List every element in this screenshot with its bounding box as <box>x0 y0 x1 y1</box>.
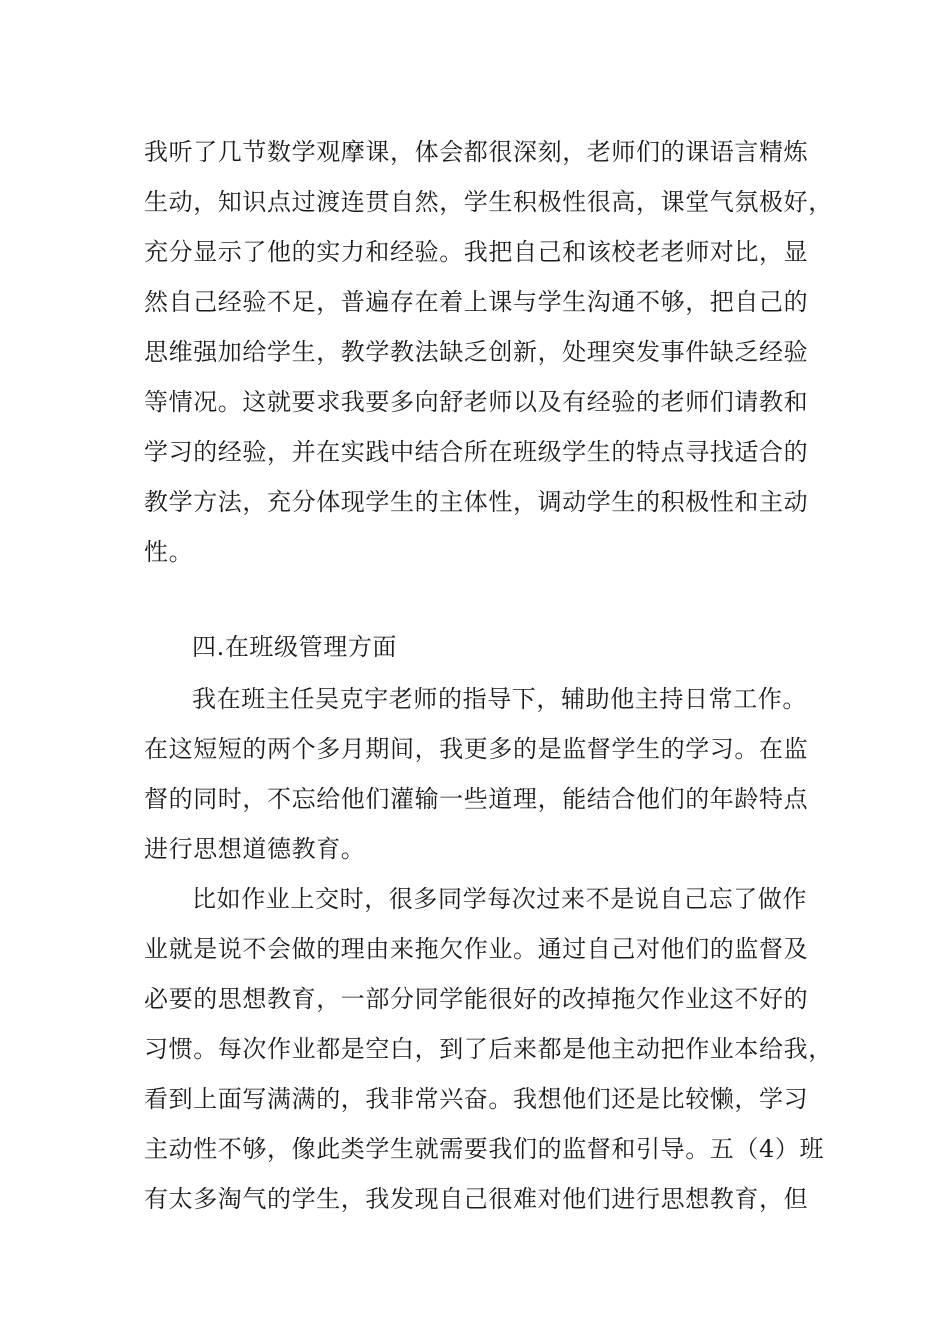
text-line: 然自己经验不足，普遍存在着上课与学生沟通不够，把自己的 <box>144 288 809 316</box>
text-line: 我听了几节数学观摩课，体会都很深刻，老师们的课语言精炼 <box>144 138 809 166</box>
text-line: 习惯。每次作业都是空白，到了后来都是他主动把作业本给我， <box>144 1035 833 1063</box>
section-heading: 四.在班级管理方面 <box>192 633 398 661</box>
text-line: 在这短短的两个多月期间，我更多的是监督学生的学习。在监 <box>144 735 809 763</box>
text-line: 看到上面写满满的，我非常兴奋。我想他们还是比较懒，学习 <box>144 1085 809 1113</box>
text-line: 业就是说不会做的理由来拖欠作业。通过自己对他们的监督及 <box>144 935 809 963</box>
text-line: 进行思想道德教育。 <box>144 835 366 863</box>
text-line: 我在班主任吴克宇老师的指导下，辅助他主持日常工作。 <box>192 685 807 713</box>
text-line: 督的同时，不忘给他们灌输一些道理，能结合他们的年龄特点 <box>144 785 809 813</box>
text-line: 充分显示了他的实力和经验。我把自己和该校老老师对比，显 <box>144 238 809 266</box>
text-line: 等情况。这就要求我要多向舒老师以及有经验的老师们请教和 <box>144 388 809 416</box>
text-line: 必要的思想教育，一部分同学能很好的改掉拖欠作业这不好的 <box>144 985 809 1013</box>
text-line: 有太多淘气的学生，我发现自己很难对他们进行思想教育，但 <box>144 1185 809 1213</box>
text-line: 性。 <box>144 538 194 566</box>
text-line: 学习的经验，并在实践中结合所在班级学生的特点寻找适合的 <box>144 438 809 466</box>
text-line: 主动性不够，像此类学生就需要我们的监督和引导。五（4）班 <box>144 1135 825 1163</box>
text-line: 比如作业上交时，很多同学每次过来不是说自己忘了做作 <box>192 885 807 913</box>
text-line: 教学方法，充分体现学生的主体性，调动学生的积极性和主动 <box>144 488 809 516</box>
text-line: 生动，知识点过渡连贯自然，学生积极性很高，课堂气氛极好， <box>144 188 833 216</box>
text-line: 思维强加给学生，教学教法缺乏创新，处理突发事件缺乏经验 <box>144 338 809 366</box>
